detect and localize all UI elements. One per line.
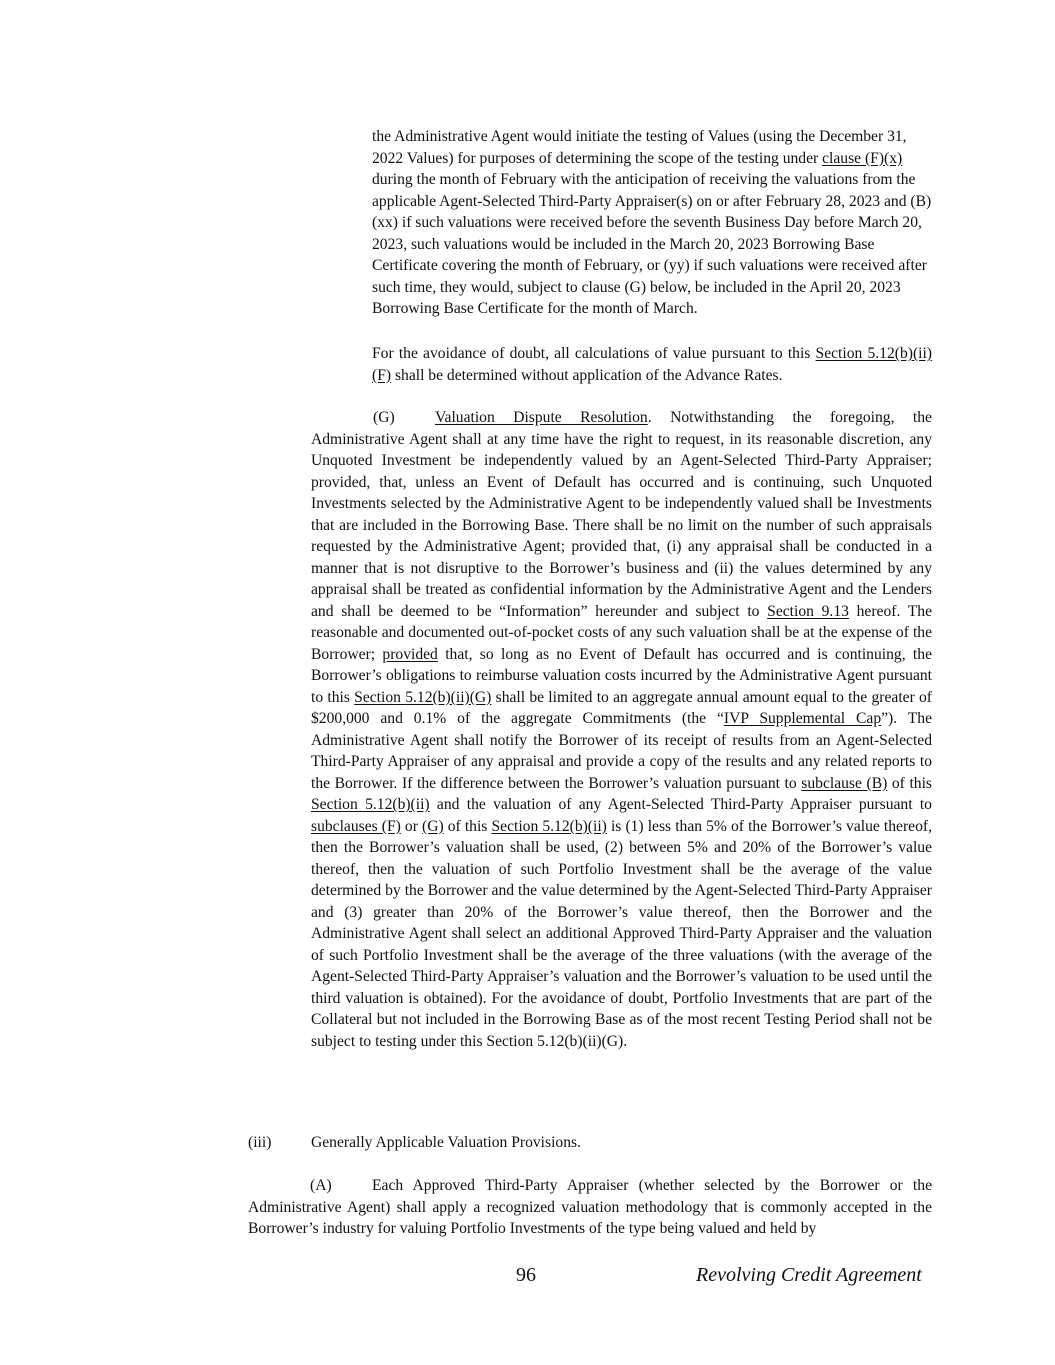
footer-document-title: Revolving Credit Agreement: [696, 1264, 922, 1286]
clause-marker-a: (A): [310, 1177, 332, 1194]
text-run: of this: [443, 817, 492, 835]
paragraph-avoidance-of-doubt: [372, 343, 932, 386]
cross-reference-subclauses-f: subclauses (F): [311, 817, 401, 835]
cross-reference-section-5-12-b-ii: Section 5.12(b)(ii): [491, 817, 607, 835]
text-run: Each Approved Third-Party Appraiser (whether selected by the Borrower or the Administrative Agent) shall apply a recognized valuation methodology that is commonly accepted in the Borrower’s industry for valuing Portfolio Investments of the type being valued and held by: [248, 1177, 932, 1237]
cross-reference-g: (G): [422, 817, 444, 835]
text-run: ”). The Administrative Agent shall notify the Borrower of its receipt of results from an Agent-Selected Third-Party Appraiser of any appraisal and provide a copy of the results and any related reports to the Borrower. If the difference between the Borrower’s valuation pursuant to: [311, 710, 933, 792]
text-run: is (1) less than 5% of the Borrower’s value thereof, then the Borrower’s valuation shall be used, (2) between 5% and 20% of the Borrower’s value thereof, then the valuation of such Portfolio Investment shall be the average of the value determined by the Borrower and the value determined by the Agent-Selected Third-Party Appraiser and (3) greater than 20% of the Borrower’s value thereof, then the Borrower and the Administrative Agent shall select an additional Approved Third-Party Appraiser and the valuation of such Portfolio Investment shall be the average of the three valuations (with the average of the Agent-Selected Third-Party Appraiser’s valuation and the Borrower’s valuation to be used until the third valuation is obtained). For the avoidance of doubt, Portfolio Investments that are part of the Collateral but not included in the Borrowing Base as of the most recent Testing Period shall not be subject to testing under this Section 5.12(b)(ii)(G).: [311, 817, 932, 1050]
section-number: (iii): [248, 1134, 272, 1151]
clause-marker-g: (G): [373, 409, 395, 426]
text-run: For the avoidance of doubt, all calculations of value pursuant to this: [372, 345, 816, 362]
page-number: 96: [516, 1264, 536, 1286]
text-run: during the month of February with the anticipation of receiving the valuations from the applicable Agent-Selected Third-Party Appraiser(s) on or after February 28, 2023 and (B)(xx) if such valuations were received before the seventh Business Day before March 20, 2023, such valuations would be included in the March 20, 2023 Borrowing Base Certificate covering the month of February, or (yy) if such valuations were received after such time, they would, subject to clause (G) below, be included in the April 20, 2023 Borrowing Base Certificate for the month of March.: [372, 171, 932, 317]
paragraph-f-continuation: [372, 126, 932, 320]
text-run: shall be determined without application of the Advance Rates.: [391, 366, 783, 384]
text-run: hereof. The reasonable and documented out-of-pocket costs of any such valuation shall be at the expense of the Borrower;: [311, 602, 932, 663]
clause-heading-valuation-dispute-resolution: Valuation Dispute Resolution: [435, 409, 648, 426]
cross-reference-subclause-b: subclause (B): [801, 774, 888, 792]
section-iii-heading: [248, 1132, 932, 1154]
section-title: Generally Applicable Valuation Provisions.: [311, 1134, 581, 1151]
cross-reference-section-5-12-b-ii-f: Section 5.12(b)(ii)(F): [372, 345, 932, 384]
text-run: that, so long as no Event of Default has occurred and is continuing, the Borrower’s obligations to reimburse valuation costs incurred by the Administrative Agent pursuant to this: [311, 645, 932, 706]
cross-reference-section-9-13: Section 9.13: [767, 602, 849, 620]
text-run: of this: [887, 774, 932, 792]
text-run: shall be limited to an aggregate annual amount equal to the greater of $200,000 and 0.1% of the aggregate Commitments (the “: [311, 688, 933, 727]
text-run: or: [400, 817, 423, 835]
cross-reference-section-5-12-b-ii-g: Section 5.12(b)(ii)(G): [354, 688, 492, 706]
text-run: the Administrative Agent would initiate the testing of Values (using the December 31, 2022 Values) for purposes of determining the scope of the testing under: [372, 128, 907, 167]
defined-term-ivp-supplemental-cap: IVP Supplemental Cap: [723, 710, 882, 727]
paragraph-g-valuation-dispute: [311, 407, 932, 1052]
cross-reference-section-5-12-b-ii: Section 5.12(b)(ii): [311, 796, 430, 813]
text-run: and the valuation of any Agent-Selected Third-Party Appraiser pursuant to: [429, 796, 932, 813]
defined-term-provided: provided: [382, 645, 438, 663]
paragraph-a-approved-appraiser: [248, 1175, 932, 1240]
text-run: . Notwithstanding the foregoing, the Administrative Agent shall at any time have the right to request, in its reasonable discretion, any Unquoted Investment be independently valued by an Agent-Selected Third-Party Appraiser; provided, that, unless an Event of Default has occurred and is continuing, such Unquoted Investments selected by the Administrative Agent to be independently valued shall be Investments that are included in the Borrowing Base. There shall be no limit on the number of such appraisals requested by the Administrative Agent; provided that, (i) any appraisal shall be conducted in a manner that is not disruptive to the Borrower’s business and (ii) the values determined by any appraisal shall be treated as confidential information by the Administrative Agent and the Lenders and shall be deemed to be “Information” hereunder and subject to: [311, 409, 932, 620]
cross-reference-clause-f-x: clause (F)(x): [822, 149, 903, 167]
